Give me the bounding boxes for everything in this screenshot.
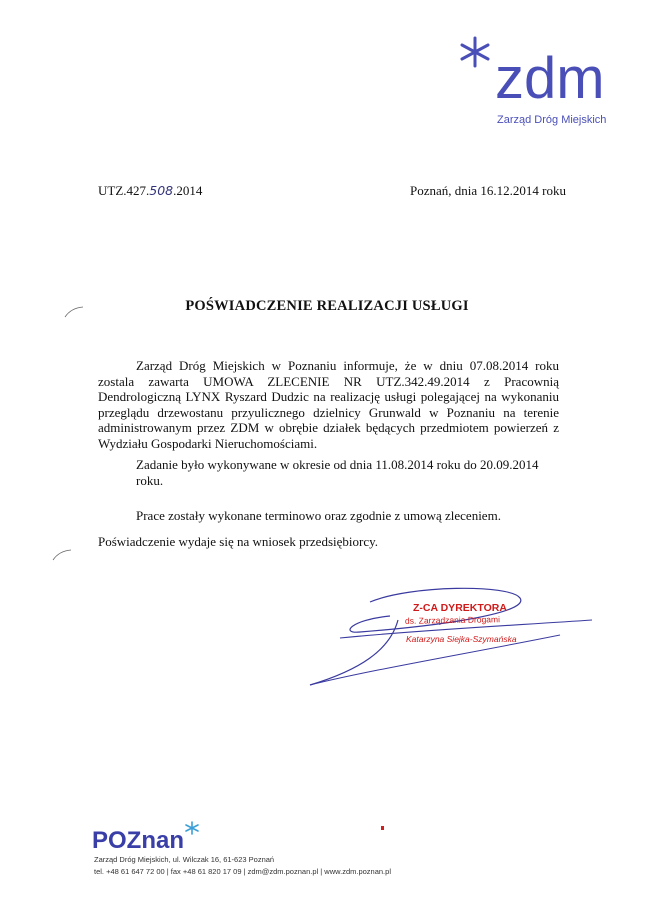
- asterisk-icon: [462, 38, 488, 66]
- paragraph-text: Zarząd Dróg Miejskich w Poznaniu informuje, że w dniu 07.08.2014 roku zostala zawarta UMOWA ZLECENIE NR UTZ.342.49.2014 z Pracownią Dendrologiczną LYNX Ryszard Dudzic na realizację usługi polegającej na wykonaniu przeglądu drzewostanu przyulicznego dzielnicy Grunwald w Poznaniu na terenie administrowanym przez ZDM w obrębie działek będących przedmiotem powierzeń z Wydziału Gospodarki Nieruchomościami.: [98, 358, 559, 451]
- logo-subtitle: Zarząd Dróg Miejskich: [497, 114, 607, 126]
- footer-contact: tel. +48 61 647 72 00 | fax +48 61 820 17 09 | zdm@zdm.poznan.pl | www.zdm.poznan.pl: [94, 867, 391, 876]
- footer-address: Zarząd Dróg Miejskich, ul. Wilczak 16, 61-623 Poznań: [94, 855, 275, 864]
- poznan-wordmark: POZnan: [92, 827, 185, 854]
- handwritten-number: 508: [149, 183, 174, 198]
- reference-number: [98, 183, 202, 199]
- reference-prefix: UTZ.427.: [98, 183, 150, 198]
- stamp-name: Katarzyna Siejka-Szymańska: [406, 634, 517, 644]
- ink-spot: [381, 826, 384, 830]
- body-paragraph-4: Poświadczenie wydaje się na wniosek przedsiębiorcy.: [98, 534, 379, 549]
- asterisk-icon: [186, 822, 198, 834]
- stamp-subtitle: ds. Zarządzania Drogami: [404, 614, 501, 626]
- body-paragraph-2: Zadanie było wykonywane w okresie od dnia 11.08.2014 roku do 20.09.2014 roku.: [136, 457, 539, 488]
- body-paragraph-1: [98, 358, 559, 451]
- document-title: POŚWIADCZENIE REALIZACJI USŁUGI: [185, 298, 469, 314]
- zdm-logo: [455, 30, 645, 110]
- logo-wordmark: zdm: [495, 46, 605, 110]
- stamp-title: Z-CA DYREKTORA: [413, 602, 507, 614]
- poznan-logo: [92, 820, 212, 860]
- place-date: Poznań, dnia 16.12.2014 roku: [410, 183, 566, 198]
- reference-suffix: .2014: [173, 183, 203, 198]
- body-paragraph-3: Prace zostały wykonane terminowo oraz zgodnie z umową zleceniem.: [136, 508, 501, 523]
- binder-mark-icon: [51, 548, 73, 562]
